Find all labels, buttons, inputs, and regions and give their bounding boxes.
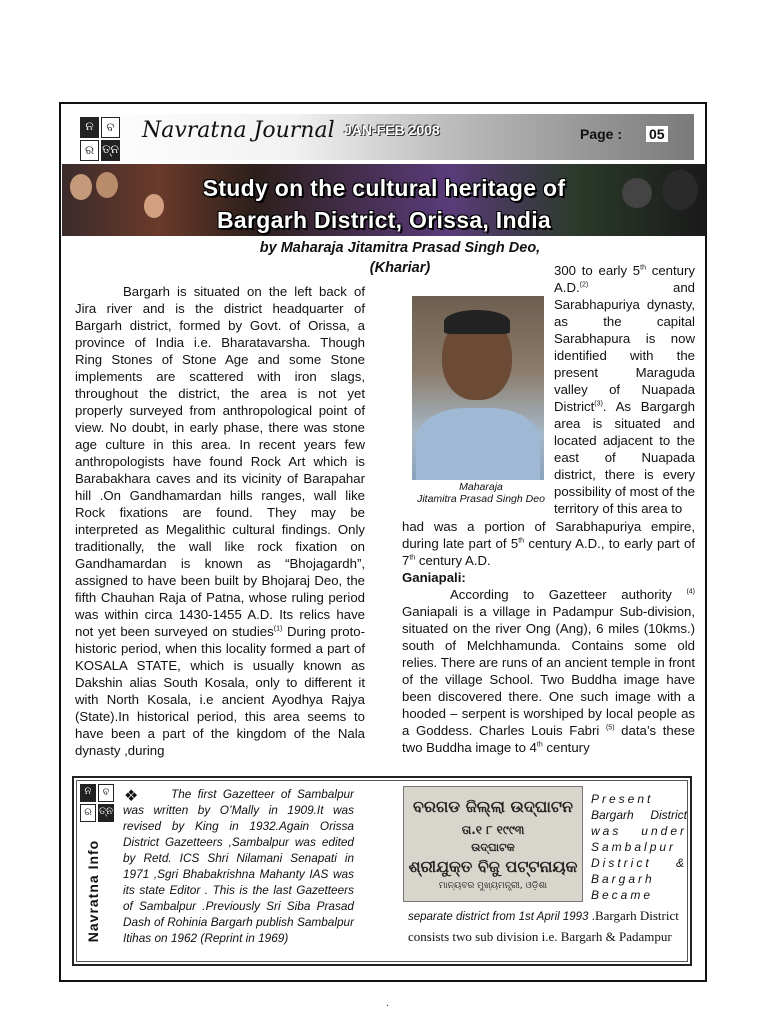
photo-caption: Maharaja Jitamitra Prasad Singh Deo <box>417 481 545 505</box>
inauguration-stone-photo: ବରଗଡ ଜିଲ୍ଲା ଉଦ୍‌ଘାଟନ ତା.୧ ୮ ୧୯୯୩ ଉଦ୍‌ଘାଟକ ଶ୍ରୀଯୁକ୍ତ ବିଜୁ ପଟ୍ଟନାୟକ ମାନ୍ୟବର ମୁଖ୍ୟମନ୍ତ୍ରୀ, ଓଡ଼ିଶା <box>403 786 583 902</box>
diamond-bullet-icon: ❖ <box>124 788 139 805</box>
navratna-info-label: Navratna Info <box>85 839 101 943</box>
issue-date: JAN-FEB 2008 <box>344 122 440 138</box>
footer-mark: . <box>386 998 389 1009</box>
info-bottom-text: separate district from 1st April 1993 .Bargarh District consists two sub division i.e. Bargarh & Padampur <box>408 908 679 944</box>
journal-name: Navratna Journal <box>142 118 335 143</box>
info-gazetteer-text: The first Gazetteer of Sambalpur was written by O’Mally in 1909.It was revised by King in 1932.Again Orissa District Gazetteers ,Sambalpur was edited by Retd. ICS Shri Nilamani Senapati in 1971 ,Sgri Bhabakrishna Mahanty IAS was its state Editor . This is the last Gazetteers of Sambalpur .Previously Sri Siba Prasad Dash of Rohinia Bargarh publish Sambalpur Itihas on 1962 (Reprint in 1969) <box>123 787 354 945</box>
article-column-2-bottom: had was a portion of Sarabhapuriya empire, during late part of 5th century A.D., to early part of 7th century A.D. Ganiapali: According to Gazetteer authority $^{(4)}$ Ganiapali is a village in Padampur Sub-division, situated on the river Ong (Ang), 6 miles (10kms.) south of Melchhamunda. Contains some old relies. There are runs of an ancient temple in front of the village School. Two Buddha image have been discovered there. One such image with a hooded – serpent is worshiped by local people as a Goddess. Charles Louis Fabri $^{(5)}$ data’s these two Buddha image to 4th century <box>402 519 696 755</box>
navratna-logo-small: ନ ବ ର ତ୍ନ <box>80 784 114 818</box>
author-photo <box>412 296 544 480</box>
author-byline: by Maharaja Jitamitra Prasad Singh Deo, (Khariar) <box>259 240 541 276</box>
article-column-2-top: 300 to early 5th century A.D.$^{(2)}$ and Sarabhapuriya dynasty, as the capital Sarabhapura is now identified with the present Maraguda valley of Nuapada District$^{(3)}$. As Bargargh area is situated and located adjacent to the east of Nuapada district, there is every possibility of most of the territory of this area to <box>554 263 695 516</box>
section-heading-ganiapali: Ganiapali: <box>402 570 466 585</box>
article-title: Study on the cultural heritage of Bargarh District, Orissa, India <box>202 175 566 233</box>
article-column-1: Bargarh is situated on the left back of Jira river and is the district headquarter of Bargarh district, formed by Govt. of Orissa, a province of India i.e. Bharatavarsha. Though Ring Stones of Stone Age and some Stone implements are scattered with iron slags, throughout the district, the area is not yet properly surveyed from anthropological point of view. No doubt, in early phase, there was stone age culture in this area. In recent years few anthropologists have found Rock Art which is Barabakhara caves and its vicinity of Barapahar hill .On Gandhamardan hills ranges, wall like Rock fixations are found. They may be interpreted as Megalithic cultural findings. Only traditionally, the wall like rock fixation on Gandhamardan is known as “Bhojagardh”, assigned to have been built by Bhojaraj Deo, the fifth Chauhan Raja of Patna, whose ruling period was within circa 1430-1455 A.D. Its relics have not yet been surveyed on studies$^{(1)}$ During proto-historic period, when this locality formed a part of KOSALA STATE, which is usually known as Dakshin alias South Kosala, only to different it with North Kosala, i.e ancient Ayodhya Rajya (State).In historical period, this area seems to have been a part of the kingdom of the Nala dynasty ,during <box>75 284 365 758</box>
page-label: Page : <box>580 126 623 142</box>
info-side-text: Present Bargarh District was under Sambalpur District & Bargarh Became <box>591 792 687 902</box>
page-number: 05 <box>646 126 668 142</box>
navratna-logo: ନ ବ ର ତ୍ନ <box>80 117 120 157</box>
